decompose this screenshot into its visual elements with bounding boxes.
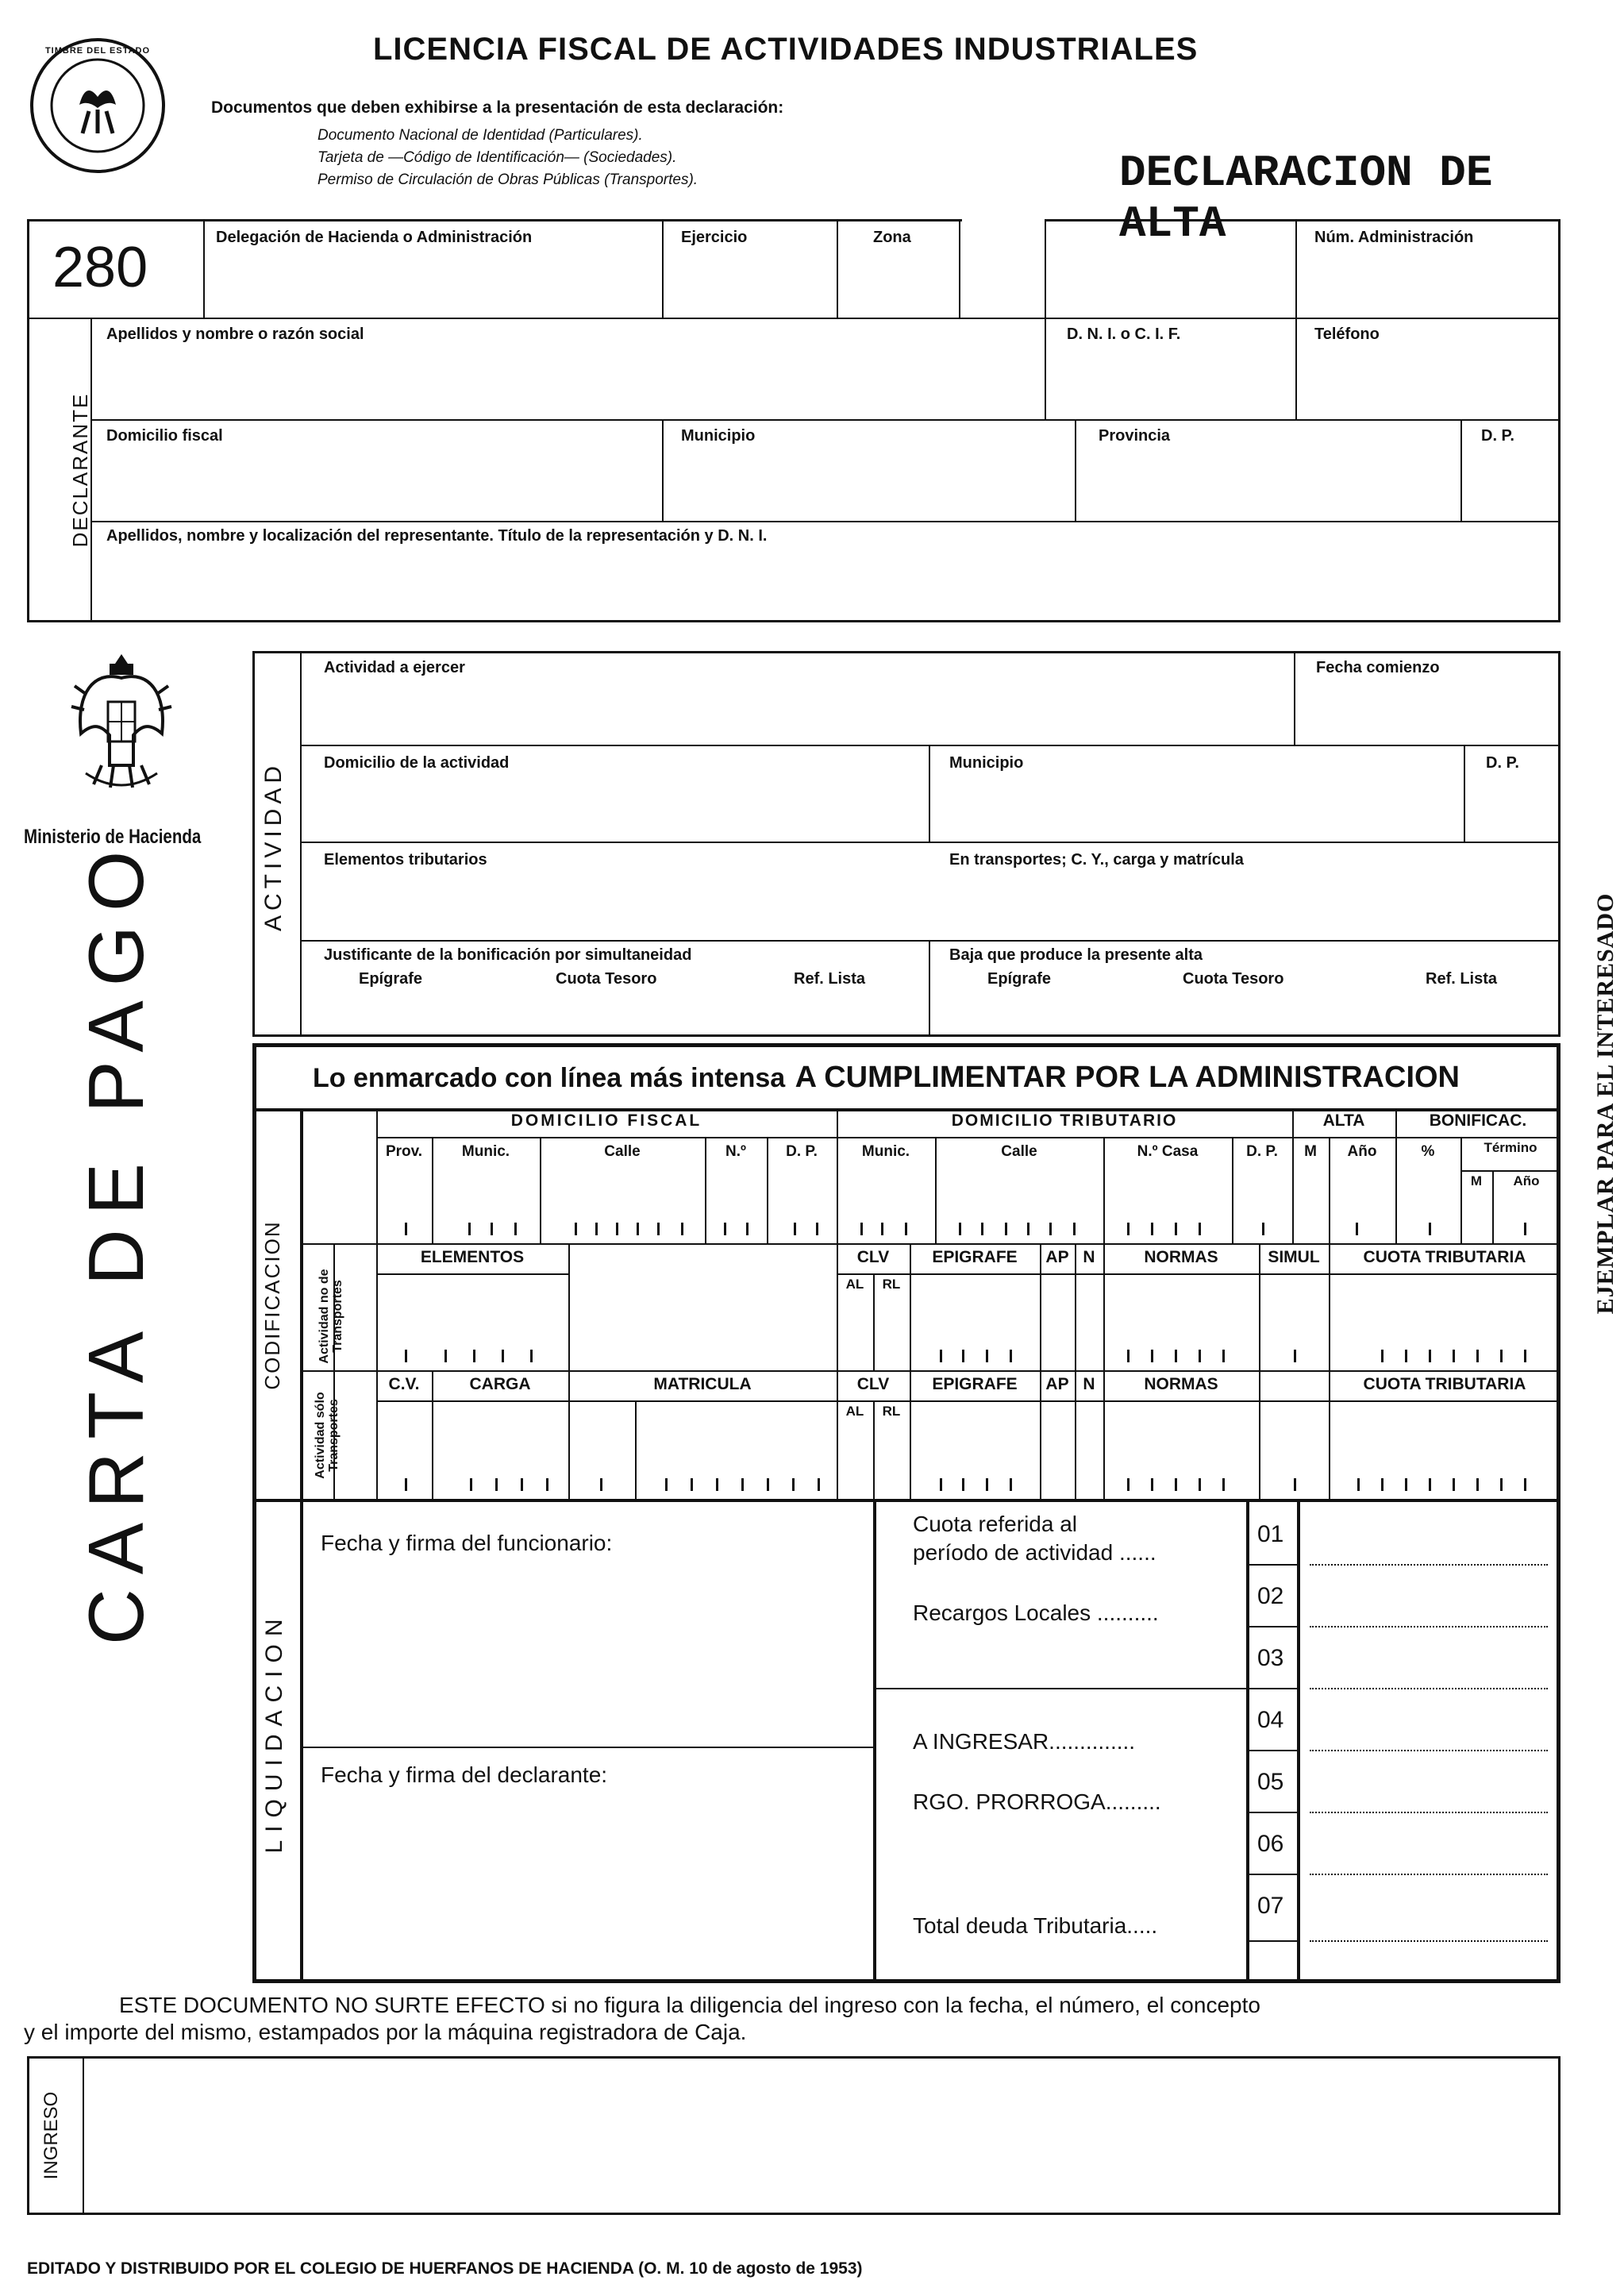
actividad-block [252,651,1561,1037]
hdr-clv-2: CLV [856,1375,890,1393]
label-delegacion: Delegación de Hacienda o Administración [216,229,533,246]
section-ingreso: INGRESO [40,2091,62,2180]
amount-line-03[interactable] [1310,1688,1548,1689]
label-elementos-tributarios: Elementos tributarios [324,851,487,869]
hdr-domicilio-tributario: DOMICILIO TRIBUTARIO [951,1111,1178,1130]
label-representante: Apellidos, nombre y localización del representante. Título de la representación y D. N. I. [106,527,768,545]
declarante-block [27,219,1561,622]
section-actividad: ACTIVIDAD [260,761,287,932]
hdr-clv: CLV [856,1248,890,1266]
hdr-cv: C.V. [388,1375,420,1393]
amount-line-01[interactable] [1310,1564,1548,1566]
label-cuota-tesoro-2: Cuota Tesoro [1183,970,1284,988]
hdr-rl-2: RL [882,1404,901,1419]
hdr-munic-trib: Munic. [861,1143,910,1160]
label-zona: Zona [873,229,911,246]
code-05: 05 [1257,1769,1284,1795]
ingreso-box[interactable] [27,2056,1561,2215]
hdr-termino-m: M [1470,1173,1483,1188]
ministry-name: Ministerio de Hacienda [24,826,202,848]
hdr-alta-m: M [1304,1143,1317,1160]
hdr-epigrafe: EPIGRAFE [932,1248,1018,1266]
code-07: 07 [1257,1893,1284,1919]
label-provincia: Provincia [1099,427,1171,445]
hdr-carga: CARGA [469,1375,531,1393]
hdr-cuota-tributaria: CUOTA TRIBUTARIA [1363,1248,1526,1266]
hdr-dp-trib: D. P. [1246,1143,1278,1160]
side-note-interesado: EJEMPLAR PARA EL INTERESADO [1592,892,1618,1315]
hdr-al-2: AL [845,1404,864,1419]
amount-line-04[interactable] [1310,1750,1548,1751]
section-liquidacion: LIQUIDACION [261,1611,287,1854]
label-total-deuda: Total deuda Tributaria..... [913,1913,1158,1938]
hdr-rl: RL [882,1277,901,1292]
hdr-cuota-tributaria-2: CUOTA TRIBUTARIA [1363,1375,1526,1393]
label-firma-funcionario: Fecha y firma del funcionario: [321,1531,613,1555]
amount-line-07[interactable] [1310,1940,1548,1942]
required-doc-3: Permiso de Circulación de Obras Públicas (Transportes). [317,171,698,188]
hdr-normas: NORMAS [1144,1248,1218,1266]
amount-line-05[interactable] [1310,1812,1548,1813]
footer-editorial: EDITADO Y DISTRIBUIDO POR EL COLEGIO DE HUERFANOS DE HACIENDA (O. M. 10 de agosto de 1953) [27,2259,863,2278]
blank-gap [962,219,1045,318]
form-title: LICENCIA FISCAL DE ACTIVIDADES INDUSTRIALES [373,32,1199,67]
hdr-pct: % [1421,1143,1435,1160]
admin-banner [313,1061,1460,1095]
label-epigrafe-2: Epígrafe [987,970,1052,988]
label-act-no-transp: Actividad no de Transportes [317,1269,344,1364]
code-01: 01 [1257,1521,1284,1547]
label-fecha-comienzo: Fecha comienzo [1316,659,1440,676]
code-04: 04 [1257,1707,1284,1733]
seal-text: TIMBRE DEL ESTADO [44,46,151,56]
amount-line-06[interactable] [1310,1874,1548,1875]
required-doc-2: Tarjeta de —Código de Identificación— (Sociedades). [317,149,677,166]
label-telefono: Teléfono [1314,325,1380,343]
label-cuota-referida-1: Cuota referida al [913,1512,1078,1536]
carta-de-pago-title: CARTA DE PAGO [72,836,160,1645]
hdr-calle-trib: Calle [1001,1143,1037,1160]
hdr-epigrafe-2: EPIGRAFE [932,1375,1018,1393]
code-02: 02 [1257,1583,1284,1609]
label-cuota-referida-2: período de actividad ...... [913,1540,1156,1565]
label-ref-lista-1: Ref. Lista [794,970,866,988]
hdr-alta: ALTA [1322,1111,1365,1130]
hdr-calle: Calle [604,1143,641,1160]
label-municipio: Municipio [681,427,756,445]
label-act-solo-transp: Actividad sólo Transportes [314,1392,341,1479]
label-firma-declarante: Fecha y firma del declarante: [321,1762,608,1787]
section-codificacion: CODIFICACION [260,1220,284,1390]
label-en-transportes: En transportes; C. Y., carga y matrícula [949,851,1244,869]
label-rgo-prorroga: RGO. PRORROGA......... [913,1789,1161,1814]
notice-line-1: ESTE DOCUMENTO NO SURTE EFECTO si no figura la diligencia del ingreso con la fecha, el número, el concepto [119,1993,1260,2017]
declaration-type: DECLARACION DE ALTA [1119,148,1493,249]
section-declarante: DECLARANTE [68,392,92,548]
label-dni: D. N. I. o C. I. F. [1067,325,1181,343]
hdr-termino-anio: Año [1513,1173,1540,1188]
label-municipio-actividad: Municipio [949,754,1024,772]
hdr-termino: Término [1484,1140,1537,1155]
hdr-dp: D. P. [786,1143,818,1160]
state-seal [30,38,165,173]
label-baja: Baja que produce la presente alta [949,946,1203,964]
hdr-simul: SIMUL [1268,1248,1320,1266]
hdr-domicilio-fiscal: DOMICILIO FISCAL [510,1111,702,1130]
label-justificante: Justificante de la bonificación por simultaneidad [324,946,692,964]
label-a-ingresar: A INGRESAR.............. [913,1729,1136,1754]
hdr-prov: Prov. [385,1143,423,1160]
required-doc-1: Documento Nacional de Identidad (Particulares). [317,127,643,144]
hdr-n: N [1083,1248,1095,1266]
hdr-munic: Munic. [461,1143,510,1160]
label-domicilio-fiscal: Domicilio fiscal [106,427,223,445]
admin-banner-main: A CUMPLIMENTAR POR LA ADMINISTRACION [795,1061,1460,1094]
label-actividad-ejercer: Actividad a ejercer [324,659,465,676]
hdr-n-2: N [1083,1375,1095,1393]
required-docs-intro: Documentos que deben exhibirse a la presentación de esta declaración: [211,98,784,117]
amount-line-02[interactable] [1310,1626,1548,1627]
hdr-alta-anio: Año [1347,1143,1377,1160]
label-ref-lista-2: Ref. Lista [1426,970,1498,988]
coat-of-arms-icon [70,646,173,797]
hdr-numero: N.º [725,1143,746,1160]
hdr-bonificac: BONIFICAC. [1429,1111,1527,1130]
hdr-al: AL [845,1277,864,1292]
form-number: 280 [52,236,148,299]
notice-line-2: y el importe del mismo, estampados por la máquina registradora de Caja. [24,2020,747,2044]
hdr-no-casa: N.º Casa [1137,1143,1199,1160]
label-num-admin: Núm. Administración [1314,229,1474,246]
hdr-matricula: MATRICULA [653,1375,752,1393]
label-cuota-tesoro-1: Cuota Tesoro [556,970,657,988]
hdr-elementos: ELEMENTOS [420,1248,525,1266]
label-epigrafe-1: Epígrafe [359,970,423,988]
hdr-ap: AP [1045,1248,1069,1266]
label-recargos: Recargos Locales .......... [913,1600,1159,1625]
label-domicilio-actividad: Domicilio de la actividad [324,754,510,772]
label-apellidos: Apellidos y nombre o razón social [106,325,364,343]
label-ejercicio: Ejercicio [681,229,748,246]
admin-banner-prefix: Lo enmarcado con línea más intensa [313,1063,786,1093]
label-dp: D. P. [1481,427,1514,445]
label-dp-actividad: D. P. [1486,754,1519,772]
admin-frame [252,1043,1561,1983]
hdr-normas-2: NORMAS [1144,1375,1218,1393]
code-06: 06 [1257,1831,1284,1857]
hdr-ap-2: AP [1045,1375,1069,1393]
code-03: 03 [1257,1645,1284,1671]
